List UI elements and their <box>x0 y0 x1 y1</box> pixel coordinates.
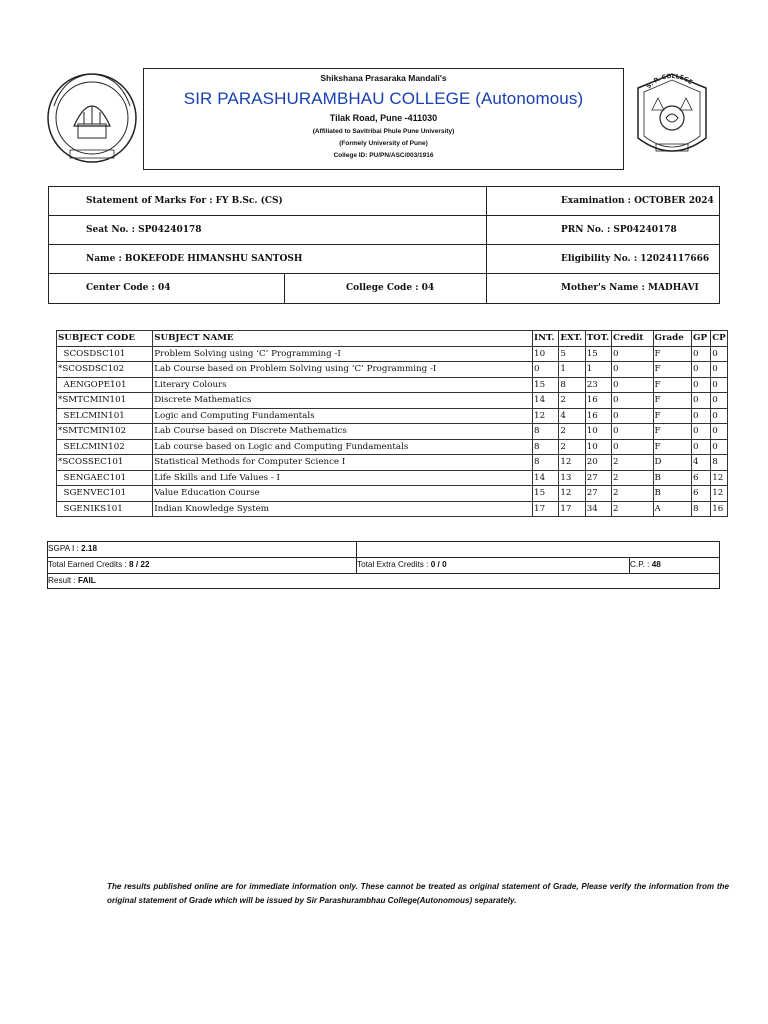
cell-subject-code: SGENVEC101 <box>57 486 153 502</box>
college-logo <box>626 68 718 166</box>
col-credit: Credit <box>612 331 654 347</box>
cell-ext: 2 <box>559 424 585 440</box>
cell-subject-code: SGENIKS101 <box>57 501 153 517</box>
cell-subject-code: *SMTCMIN101 <box>57 393 153 409</box>
cp-value: 48 <box>651 560 661 569</box>
cell-cp: 16 <box>711 501 728 517</box>
cell-gp: 0 <box>692 393 711 409</box>
cell-gp: 4 <box>692 455 711 471</box>
cell-credit: 0 <box>612 393 654 409</box>
cell-credit: 0 <box>612 346 654 362</box>
cell-tot: 16 <box>585 408 611 424</box>
cell-grade: F <box>653 377 691 393</box>
cell-cp: 0 <box>711 377 728 393</box>
cell-subject-code: AENGOPE101 <box>57 377 153 393</box>
affiliation-text: (Affiliated to Savitribai Phule Pune University) <box>312 128 455 135</box>
cell-cp: 0 <box>711 346 728 362</box>
cell-gp: 8 <box>692 501 711 517</box>
cell-int: 17 <box>533 501 559 517</box>
cell-cp: 0 <box>711 439 728 455</box>
cell-subject-code: SCOSDSC101 <box>57 346 153 362</box>
cell-credit: 0 <box>612 424 654 440</box>
college-id: College ID: PU/PN/ASC/003/1916 <box>333 152 434 159</box>
earned-credits-label: Total Earned Credits : <box>48 560 130 569</box>
cell-cp: 0 <box>711 362 728 378</box>
cell-grade: F <box>653 393 691 409</box>
sgpa-value: 2.18 <box>81 544 98 553</box>
table-row <box>57 439 728 455</box>
cell-subject-code: *SMTCMIN102 <box>57 424 153 440</box>
cell-tot: 16 <box>585 393 611 409</box>
cell-cp: 0 <box>711 408 728 424</box>
cell-int: 15 <box>533 486 559 502</box>
extra-credits-value: 0 / 0 <box>430 560 447 569</box>
cell-cp: 12 <box>711 486 728 502</box>
cell-grade: B <box>653 470 691 486</box>
info-row-name <box>49 245 719 274</box>
cell-credit: 2 <box>612 501 654 517</box>
cell-grade: F <box>653 346 691 362</box>
cell-ext: 2 <box>559 393 585 409</box>
marks-header-row <box>57 331 728 347</box>
cell-subject-name: Logic and Computing Fundamentals <box>153 408 533 424</box>
cell-subject-code: *SCOSSEC101 <box>57 455 153 471</box>
col-subject-name: SUBJECT NAME <box>153 331 533 347</box>
cell-tot: 10 <box>585 439 611 455</box>
cell-credit: 2 <box>612 486 654 502</box>
cell-subject-name: Statistical Methods for Computer Science I <box>153 455 533 471</box>
cell-int: 14 <box>533 393 559 409</box>
cell-ext: 2 <box>559 439 585 455</box>
prn-number: PRN No. : SP04240178 <box>561 225 677 235</box>
cell-gp: 0 <box>692 408 711 424</box>
college-address: Tilak Road, Pune -411030 <box>329 113 438 123</box>
cell-gp: 0 <box>692 346 711 362</box>
cell-ext: 17 <box>559 501 585 517</box>
col-grade: Grade <box>653 331 691 347</box>
cell-cp: 0 <box>711 393 728 409</box>
cell-ext: 8 <box>559 377 585 393</box>
col-ext: EXT. <box>559 331 585 347</box>
cell-tot: 10 <box>585 424 611 440</box>
cell-grade: A <box>653 501 691 517</box>
table-row <box>57 393 728 409</box>
table-row <box>57 424 728 440</box>
table-row <box>57 346 728 362</box>
col-subject-code: SUBJECT CODE <box>57 331 153 347</box>
col-tot: TOT. <box>585 331 611 347</box>
cell-tot: 20 <box>585 455 611 471</box>
info-row-seat <box>49 216 719 245</box>
table-row <box>57 501 728 517</box>
cell-tot: 27 <box>585 470 611 486</box>
cell-int: 15 <box>533 377 559 393</box>
cell-cp: 0 <box>711 424 728 440</box>
cell-grade: F <box>653 424 691 440</box>
cell-tot: 23 <box>585 377 611 393</box>
cell-subject-name: Life Skills and Life Values - I <box>153 470 533 486</box>
society-name: Shikshana Prasaraka Mandali's <box>320 73 447 83</box>
university-seal-logo <box>44 66 140 166</box>
table-row <box>57 377 728 393</box>
student-name: Name : BOKEFODE HIMANSHU SANTOSH <box>86 254 303 264</box>
cell-credit: 0 <box>612 439 654 455</box>
table-row <box>57 362 728 378</box>
result-value: FAIL <box>78 576 96 585</box>
cell-int: 8 <box>533 455 559 471</box>
summary-row-credits <box>47 557 720 573</box>
cell-int: 10 <box>533 346 559 362</box>
cell-subject-name: Problem Solving using ‘C’ Programming -I <box>153 346 533 362</box>
center-code: Center Code : 04 <box>86 283 171 293</box>
info-row-codes <box>49 274 719 304</box>
extra-credits-label: Total Extra Credits : <box>357 560 431 569</box>
cell-tot: 15 <box>585 346 611 362</box>
cell-tot: 1 <box>585 362 611 378</box>
table-row <box>57 470 728 486</box>
cell-cp: 8 <box>711 455 728 471</box>
cell-tot: 34 <box>585 501 611 517</box>
cell-ext: 5 <box>559 346 585 362</box>
examination: Examination : OCTOBER 2024 <box>561 196 714 206</box>
cell-credit: 2 <box>612 470 654 486</box>
cell-int: 12 <box>533 408 559 424</box>
cell-int: 8 <box>533 439 559 455</box>
cell-subject-name: Discrete Mathematics <box>153 393 533 409</box>
cell-subject-name: Lab Course based on Discrete Mathematics <box>153 424 533 440</box>
cell-subject-name: Indian Knowledge System <box>153 501 533 517</box>
sgpa-label: SGPA I : <box>48 544 82 553</box>
cp-label: C.P. : <box>630 560 652 569</box>
cell-grade: F <box>653 439 691 455</box>
table-row <box>57 486 728 502</box>
right-logo-text: S. P. COLLEGE <box>645 72 694 91</box>
cell-credit: 0 <box>612 377 654 393</box>
cell-subject-name: Literary Colours <box>153 377 533 393</box>
cell-credit: 2 <box>612 455 654 471</box>
info-row-statement <box>49 187 719 216</box>
cell-subject-name: Lab Course based on Problem Solving using ‘C’ Programming -I <box>153 362 533 378</box>
cell-subject-name: Lab course based on Logic and Computing Fundamentals <box>153 439 533 455</box>
cell-cp: 12 <box>711 470 728 486</box>
disclaimer-text: The results published online are for immediate information only. These cannot be treated as original statement of Grade, Please verify the information from the original statement of Grade which will be issued by Sir Parashurambhau College(Autonomous) separately. <box>107 882 729 905</box>
cell-grade: D <box>653 455 691 471</box>
summary-row-result <box>47 573 720 589</box>
cell-subject-code: SELCMIN101 <box>57 408 153 424</box>
cell-gp: 6 <box>692 486 711 502</box>
col-int: INT. <box>533 331 559 347</box>
cell-credit: 0 <box>612 408 654 424</box>
table-row <box>57 408 728 424</box>
result-label: Result : <box>48 576 79 585</box>
eligibility-number: Eligibility No. : 12024117666 <box>561 254 710 264</box>
cell-subject-code: SELCMIN102 <box>57 439 153 455</box>
cell-ext: 12 <box>559 455 585 471</box>
cell-ext: 4 <box>559 408 585 424</box>
student-info-grid <box>48 186 720 304</box>
college-code: College Code : 04 <box>346 283 435 293</box>
summary-row-sgpa <box>47 541 720 557</box>
cell-gp: 0 <box>692 377 711 393</box>
cell-ext: 1 <box>559 362 585 378</box>
cell-gp: 6 <box>692 470 711 486</box>
college-name: SIR PARASHURAMBHAU COLLEGE (Autonomous) <box>183 89 584 108</box>
svg-text:S. P. COLLEGE <box>645 73 694 90</box>
seat-number: Seat No. : SP04240178 <box>86 225 202 235</box>
cell-gp: 0 <box>692 439 711 455</box>
cell-grade: F <box>653 408 691 424</box>
earned-credits-value: 8 / 22 <box>129 560 150 569</box>
cell-int: 0 <box>533 362 559 378</box>
cell-gp: 0 <box>692 362 711 378</box>
cell-ext: 12 <box>559 486 585 502</box>
cell-credit: 0 <box>612 362 654 378</box>
cell-tot: 27 <box>585 486 611 502</box>
college-header <box>143 68 624 170</box>
cell-subject-code: SENGAEC101 <box>57 470 153 486</box>
formerly-text: (Formely University of Pune) <box>339 140 428 147</box>
table-row <box>57 455 728 471</box>
result-summary <box>47 541 720 589</box>
marks-table <box>56 330 728 517</box>
cell-grade: F <box>653 362 691 378</box>
cell-subject-name: Value Education Course <box>153 486 533 502</box>
cell-subject-code: *SCOSDSC102 <box>57 362 153 378</box>
cell-grade: B <box>653 486 691 502</box>
col-gp: GP <box>692 331 711 347</box>
mothers-name: Mother's Name : MADHAVI <box>561 283 699 293</box>
cell-gp: 0 <box>692 424 711 440</box>
cell-int: 14 <box>533 470 559 486</box>
statement-of-marks: Statement of Marks For : FY B.Sc. (CS) <box>86 196 283 206</box>
col-cp: CP <box>711 331 728 347</box>
cell-ext: 13 <box>559 470 585 486</box>
cell-int: 8 <box>533 424 559 440</box>
